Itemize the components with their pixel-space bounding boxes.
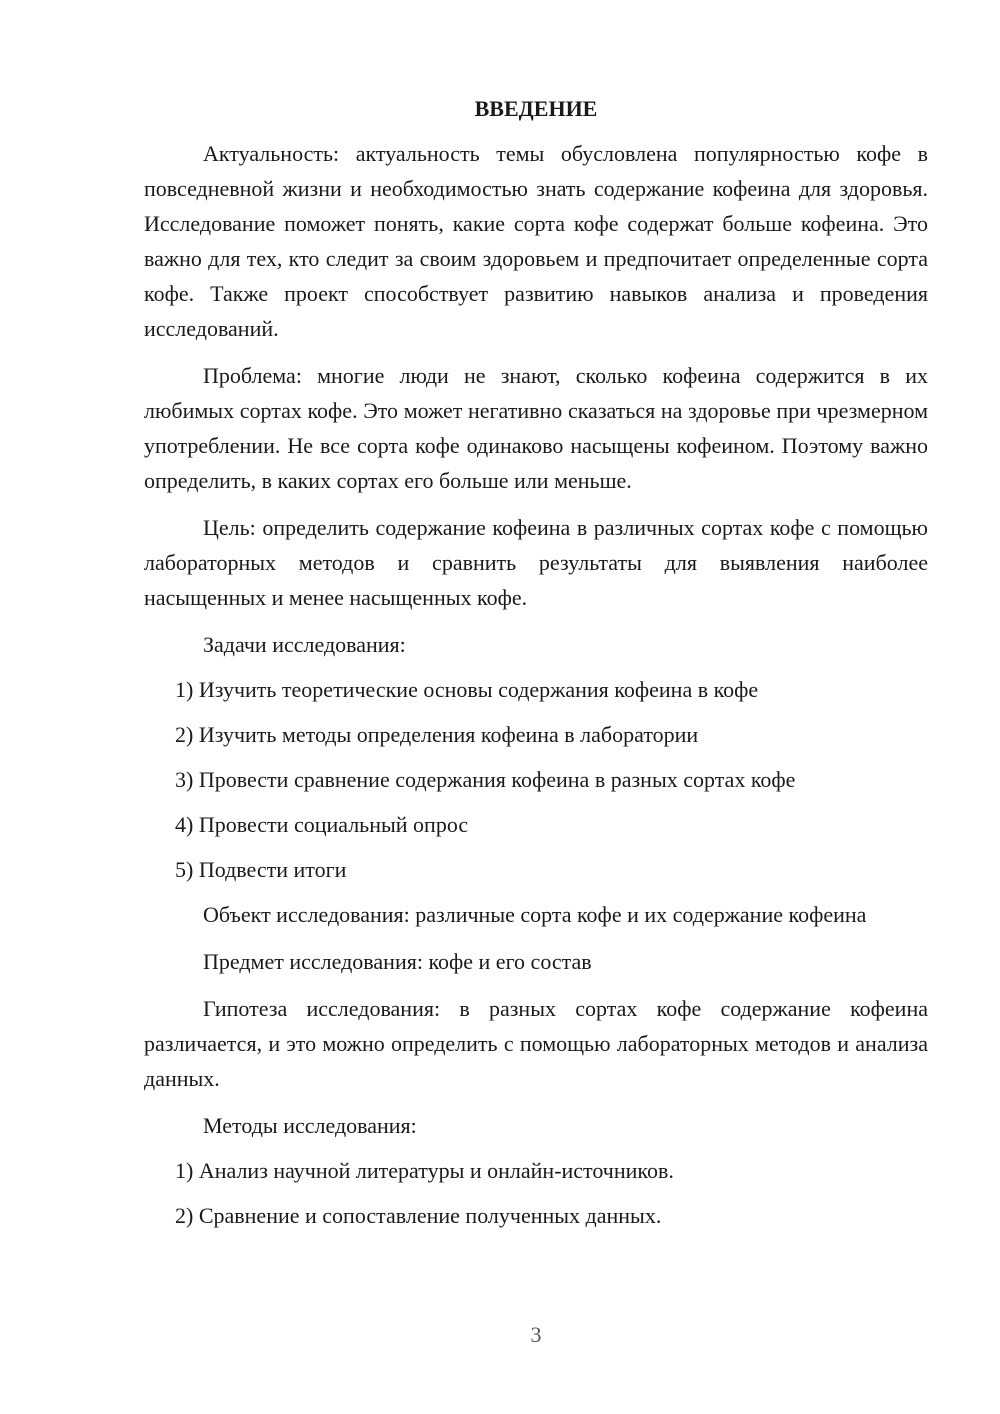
document-page (144, 92, 928, 1233)
hypothesis-paragraph: Гипотеза исследования: в разных сортах кофе содержание кофеина различается, и это можно определить с помощью лабораторных методов и анализа данных. (144, 996, 928, 1091)
method-item-2: 2) Сравнение и сопоставление полученных данных. (175, 1203, 662, 1228)
task-item-4: 4) Провести социальный опрос (175, 812, 469, 837)
task-item-5: 5) Подвести итоги (175, 857, 347, 882)
page-title: ВВЕДЕНИЕ (474, 96, 598, 121)
object-paragraph: Объект исследования: различные сорта кофе и их содержание кофеина (203, 902, 867, 927)
task-item-3: 3) Провести сравнение содержания кофеина в разных сортах кофе (175, 767, 796, 792)
task-item-2: 2) Изучить методы определения кофеина в лаборатории (175, 722, 699, 747)
subject-paragraph: Предмет исследования: кофе и его состав (203, 949, 592, 974)
task-item-1: 1) Изучить теоретические основы содержания кофеина в кофе (175, 677, 759, 702)
methods-title: Методы исследования: (203, 1113, 417, 1138)
tasks-title: Задачи исследования: (203, 632, 406, 657)
method-item-1: 1) Анализ научной литературы и онлайн-источников. (175, 1158, 674, 1183)
problem-paragraph: Проблема: многие люди не знают, сколько кофеина содержится в их любимых сортах кофе. Это может негативно сказаться на здоровье при чрезмерном употреблении. Не все сорта кофе одинаково насыщены кофеином. Поэтому важно определить, в каких сортах его больше или меньше. (144, 363, 928, 493)
goal-paragraph: Цель: определить содержание кофеина в различных сортах кофе с помощью лабораторных методов и сравнить результаты для выявления наиболее насыщенных и менее насыщенных кофе. (144, 515, 928, 610)
page-number: 3 (530, 1322, 542, 1347)
relevance-paragraph: Актуальность: актуальность темы обусловлена популярностью кофе в повседневной жизни и необходимостью знать содержание кофеина для здоровья. Исследование поможет понять, какие сорта кофе содержат больше кофеина. Это важно для тех, кто следит за своим здоровьем и предпочитает определенные сорта кофе. Также проект способствует развитию навыков анализа и проведения исследований. (144, 141, 928, 341)
